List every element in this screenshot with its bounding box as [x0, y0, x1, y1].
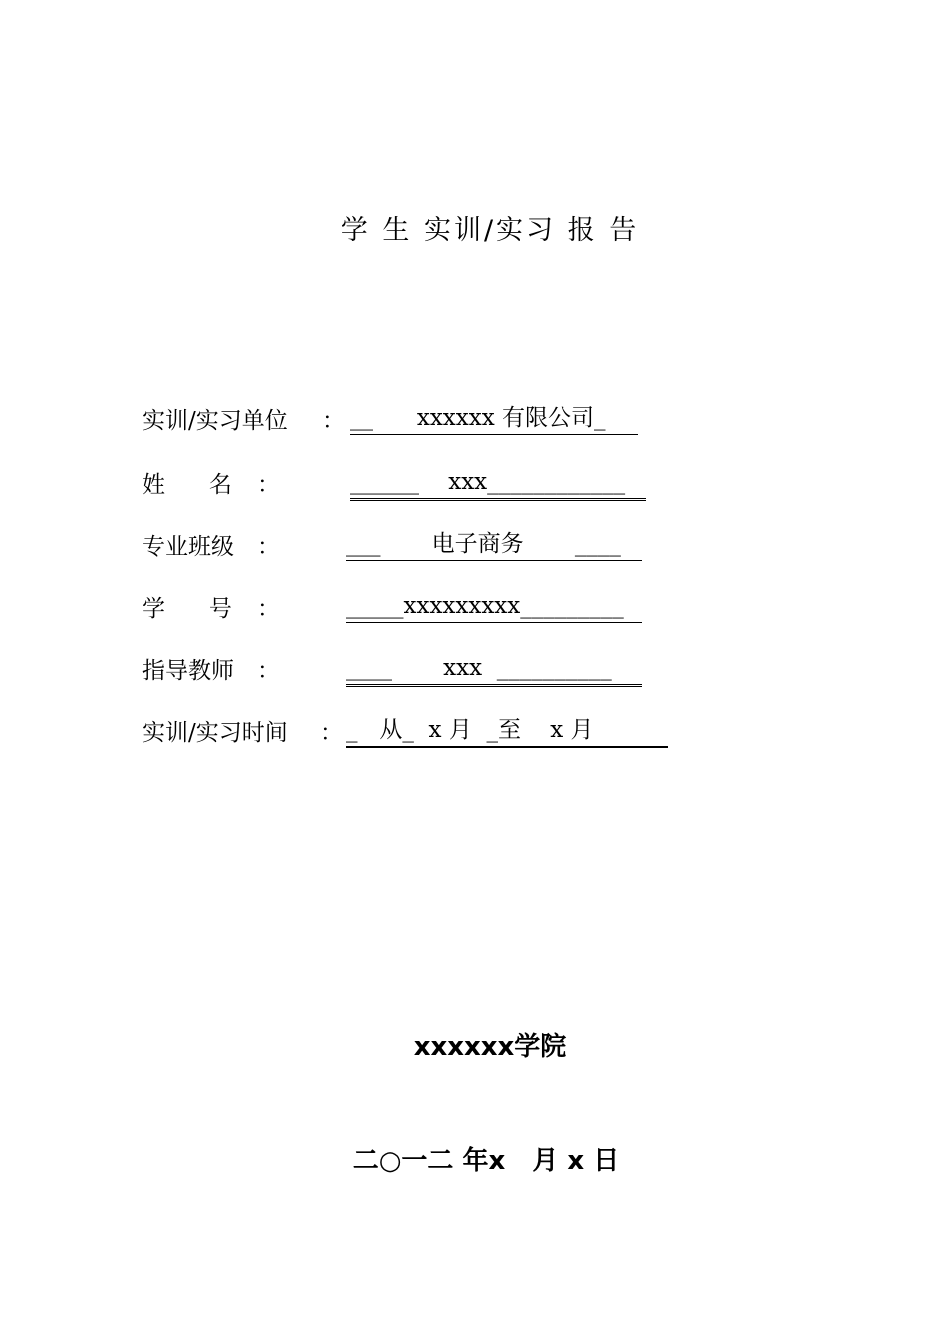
field-value-advisor: ____ xxx __________ — [346, 652, 642, 687]
field-colon: ： — [322, 408, 345, 434]
field-value-name: ______ xxx____________ — [350, 466, 646, 501]
field-value-unit: __ xxxxxx 有限公司_ — [350, 402, 638, 435]
field-value-student-id: _____xxxxxxxxx_________ — [346, 590, 642, 623]
field-colon: ： — [257, 472, 280, 498]
field-label-unit: 实训/实习单位 — [142, 408, 288, 434]
field-value-period: _ 从_ x 月 _至 x 月 — [346, 714, 668, 748]
field-value-major: ___ 电子商务 ____ — [346, 528, 642, 561]
report-date: 二○一二 年x 月 x 日 — [352, 1146, 620, 1176]
field-colon: ： — [320, 720, 343, 746]
field-label-name: 姓 名 — [142, 472, 232, 498]
field-label-major: 专业班级 — [142, 534, 234, 560]
field-label-student-id: 学 号 — [142, 596, 232, 622]
institution-name: xxxxxx学院 — [413, 1032, 567, 1062]
field-colon: ： — [257, 596, 280, 622]
field-colon: ： — [257, 534, 280, 560]
report-title: 学 生 实训/实习 报 告 — [340, 215, 640, 246]
field-label-advisor: 指导教师 — [142, 658, 234, 684]
field-colon: ： — [257, 658, 280, 684]
field-label-period: 实训/实习时间 — [142, 720, 288, 746]
